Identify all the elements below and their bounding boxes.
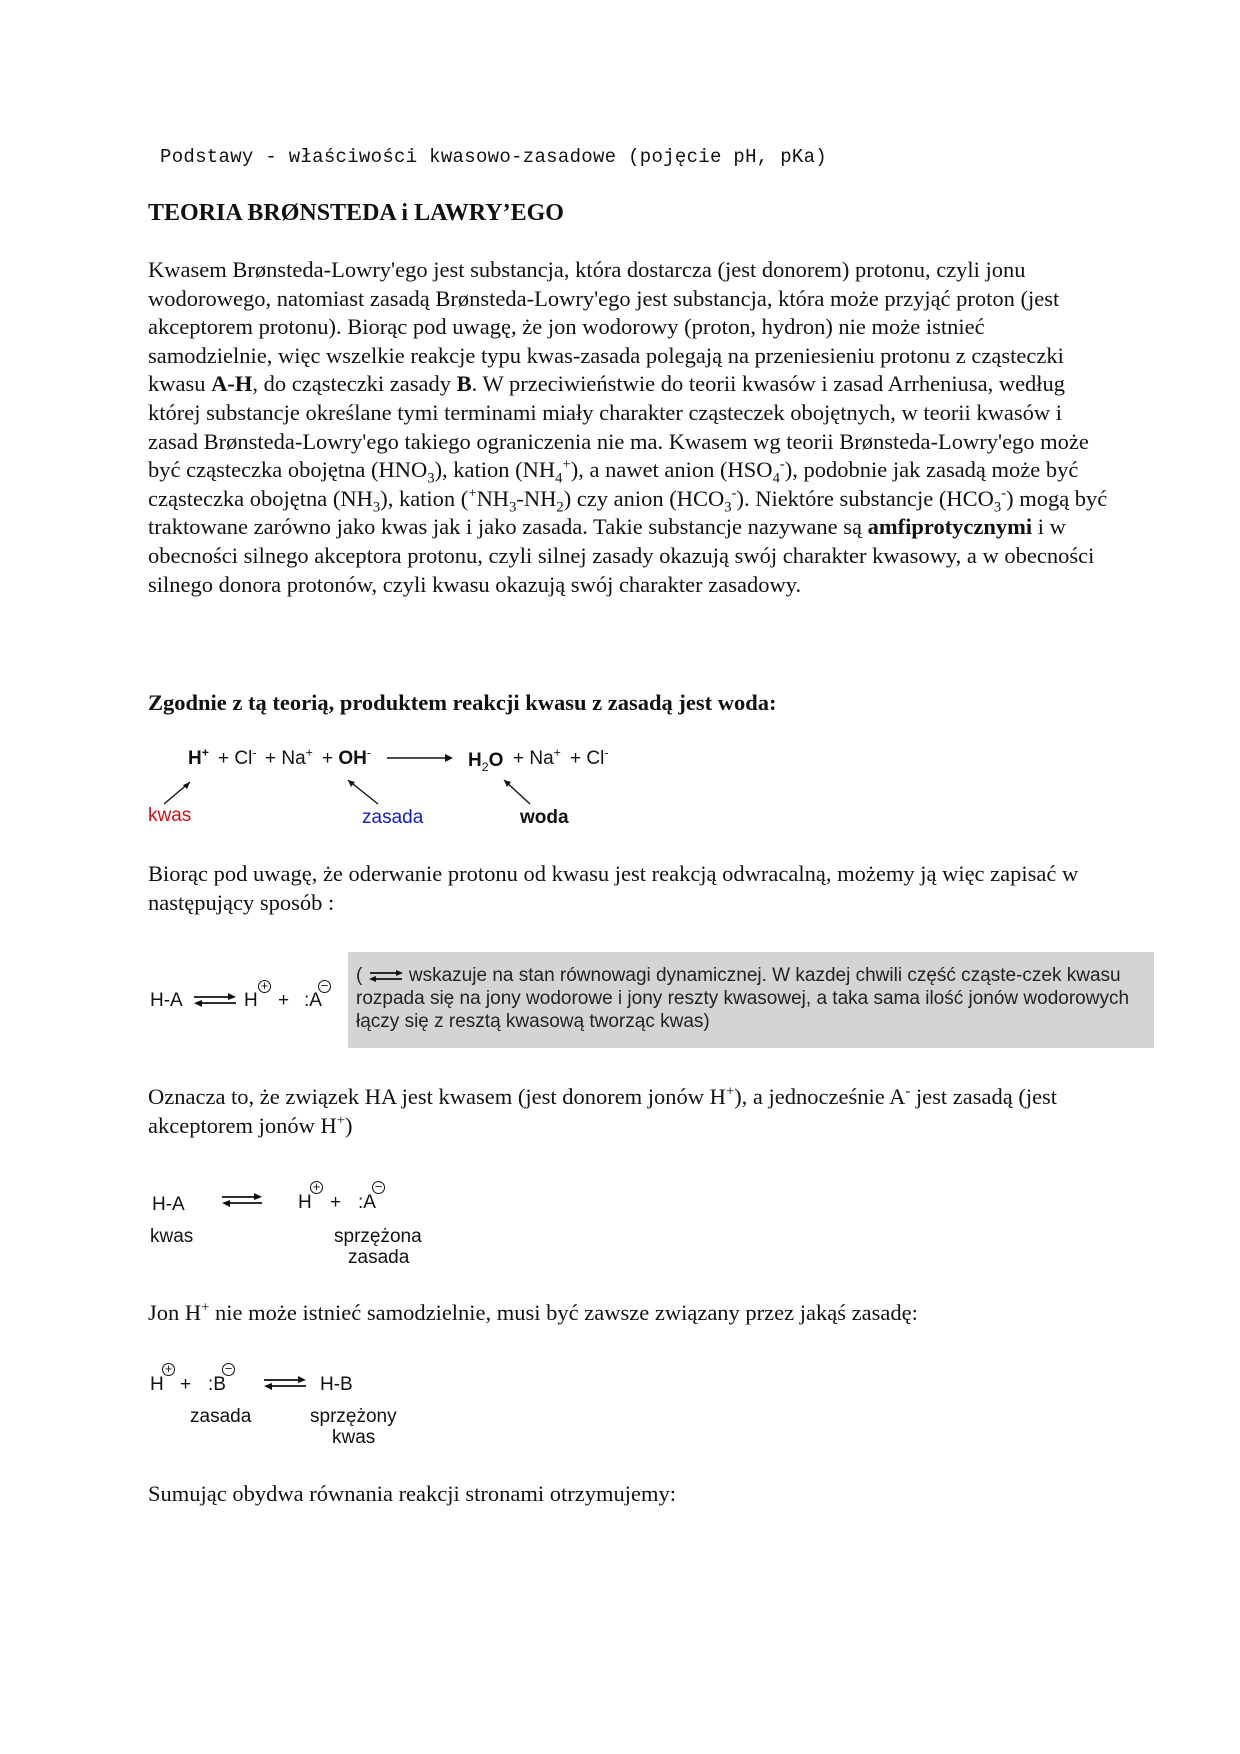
paragraph-reversible: Biorąc pod uwagę, że oderwanie protonu od kwasu jest reakcją odwracalną, możemy ją więc zapisać w następujący sposób : (148, 861, 1079, 915)
eq2-a: :A (358, 1192, 376, 1213)
product-cl: + Cl- (570, 745, 609, 769)
reactant-oh: + OH- (322, 745, 371, 769)
eq1-h: H (244, 990, 258, 1011)
eq2-label-conj-2: zasada (348, 1247, 410, 1268)
eq2-ha: H-A (152, 1194, 185, 1215)
equilibrium-arrow-icon (192, 992, 238, 1008)
minus-charge-icon: − (222, 1363, 235, 1376)
paragraph-summation: Sumując obydwa równania reakcji stronami otrzymujemy: (148, 1481, 676, 1506)
product-water: $H_2O$ (468, 750, 504, 774)
eq3-label-conj-2: kwas (332, 1427, 376, 1448)
reaction-arrow-icon (385, 750, 455, 766)
minus-charge-icon: − (372, 1181, 385, 1194)
reactant-h-plus: H+ (188, 745, 209, 769)
eq1-a: :A (304, 990, 322, 1011)
equilibrium-arrow-icon (220, 1192, 264, 1208)
label-water: woda (520, 807, 569, 828)
eq1-plus: + (278, 990, 290, 1011)
amphiprotic-term: amfiprotycznymi (867, 514, 1033, 540)
eq3-b: :B (208, 1374, 226, 1395)
equilibrium-arrow-icon (262, 1375, 308, 1391)
subheading-water-product: Zgodnie z tą teorią, produktem reakcji kwasu z zasadą jest woda: (148, 690, 777, 715)
reactant-na: + Na+ (265, 745, 313, 769)
eq2-label-conj-1: sprzężona (334, 1226, 422, 1247)
acid-pointer-arrow-icon (160, 778, 200, 808)
equilibrium-note-text: ( wskazuje na stan równowagi dynamicznej. W kazdej chwili część cząste-czek kwasu rozpada się na jony wodorowe i jony reszty kwasowej, a taka sama ilość jonów wodorowych łączy się z resztą kwasową tworząc kwas) (356, 965, 1130, 1032)
eq3-h: H (150, 1374, 164, 1395)
eq2-label-acid: kwas (150, 1226, 194, 1247)
paragraph-bronsted-definition: Kwasem Brønsteda-Lowry'ego jest substancja, która dostarcza (jest donorem) protonu, czyli jonu wodorowego, natomiast zasadą Brønsteda-Lowry'ego jest substancja, która może przyjąć proton (jest akceptorem protonu). Biorąc pod uwagę, że jon wodorowy (proton, hydron) nie może istnieć samodzielnie, więc wszelkie reakcje typu kwas-zasada polegają na przeniesieniu protonu z cząsteczki kwasu A-H, do cząsteczki zasady B. W przeciwieństwie do teorii kwasów i zasad Arrheniusa, według której substancje określane tymi terminami miały charakter cząsteczek obojętnych, w teorii kwasów i zasad Brønsteda-Lowry'ego takiego ograniczenia nie ma. Kwasem wg teorii Brønsteda-Lowry'ego może być cząsteczka obojętna $(HNO_3)$, kation $(NH_4^+)$, a nawet anion $(HSO_4^-)$, podobnie jak zasadą może być cząsteczka obojętna $(NH_3)$, kation $(^+NH_3-NH_2)$ czy anion $(HCO_3^-)$. Niektóre substancje $(HCO_3^-)$ mogą być traktowane zarówno jako kwas jak i jako zasada. Takie substancje nazywane są amfiprotycznymi i w obecności silnego akceptora protonu, czyli silnej zasady okazują swój charakter kwasowy, a w obecności silnego donora protonów, czyli kwasu okazują swój charakter zasadowy. (148, 257, 1108, 597)
eq2-h: H (298, 1192, 312, 1213)
product-na: + Na+ (513, 745, 561, 769)
eq3-label-conj-1: sprzężony (310, 1406, 397, 1427)
eq1-ha: H-A (150, 990, 183, 1011)
water-pointer-arrow-icon (500, 776, 540, 808)
plus-charge-icon: + (310, 1181, 323, 1194)
label-base: zasada (362, 807, 424, 828)
reactant-cl: + Cl- (218, 745, 257, 769)
paragraph-proton-bound: Jon H+ nie może istnieć samodzielnie, musi być zawsze związany przez jakąś zasadę: (148, 1299, 918, 1325)
base-pointer-arrow-icon (342, 776, 382, 808)
eq3-hb: H-B (320, 1374, 353, 1395)
paragraph-ha-meaning: Oznacza to, że związek HA jest kwasem (jest donorem jonów H+), a jednocześnie A- jest zasadą (jest akceptorem jonów H+) (148, 1083, 1058, 1138)
section-title: TEORIA BRØNSTEDA i LAWRY’EGO (148, 200, 564, 226)
acid-ah: A-H (211, 371, 253, 397)
page-header: Podstawy - właściwości kwasowo-zasadowe (pojęcie pH, pKa) (160, 146, 828, 168)
eq3-label-base: zasada (190, 1406, 252, 1427)
label-acid: kwas (148, 805, 192, 826)
base-b: B (456, 371, 472, 397)
minus-charge-icon: − (318, 980, 331, 993)
plus-charge-icon: + (258, 980, 271, 993)
eq3-plus: + (180, 1374, 192, 1395)
eq2-plus: + (330, 1192, 342, 1213)
plus-charge-icon: + (162, 1363, 175, 1376)
equilibrium-arrow-icon (368, 969, 404, 983)
